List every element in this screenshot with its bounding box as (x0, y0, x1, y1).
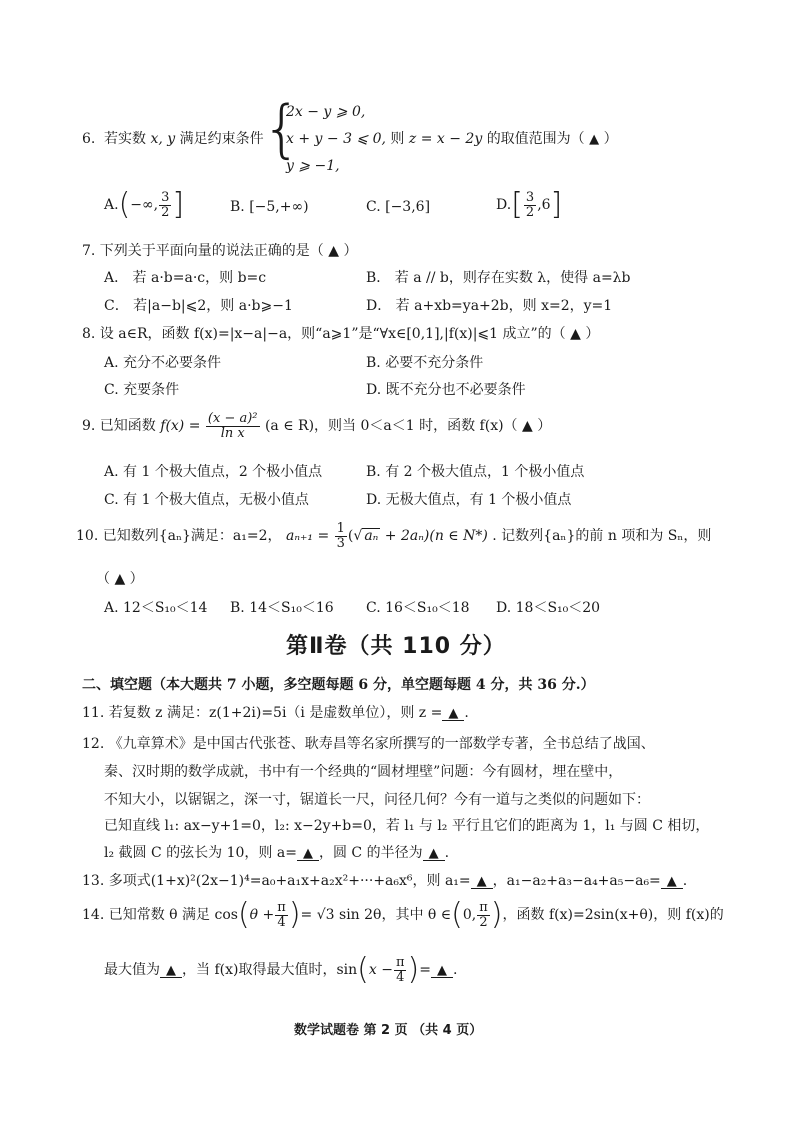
option-a-left: −∞, (130, 197, 159, 213)
q10-stem: 10. 已知数列{aₙ}满足：a₁=2， aₙ₊₁ = $\frac{1}{3}$ (√ aₙ + 2aₙ)(n ∈ N*) . 记数列{aₙ}的前 n 项和为 Sₙ，则 (76, 521, 712, 551)
q9-stem (82, 412, 551, 440)
q6-option-b (230, 200, 309, 214)
q6-stem-a: 若实数 (104, 131, 146, 147)
q9-fx: f(x) = (160, 418, 201, 435)
q12-line-3: 不知大小，以锯锯之，深一寸，锯道长一尺，问径几何？今有一道与之类似的问题如下： (104, 792, 650, 808)
section-title: 第Ⅱ卷（共 110 分） (286, 634, 506, 659)
sqrt-sign: √ aₙ (353, 528, 379, 545)
q13-blank-1: ▲ (471, 874, 493, 889)
q6-stem-b: 满足约束条件 (179, 131, 264, 147)
option-d-label: D. (496, 197, 512, 213)
q6-stem-part1 (104, 132, 264, 146)
q13: 13. 多项式(1+x)²(2x−1)⁴=a₀+a₁x+a₂x²+···+a₆x⁶，则 a₁= ▲ ，a₁−a₂+a₃−a₄+a₅−a₆= ▲ . (82, 873, 688, 889)
q6-vars: x, y (150, 131, 176, 147)
q9-option-c: C. 有 1 个极大值点，无极小值点 (104, 492, 309, 508)
q9-fraction: $\frac{\text{(x − a)²}}{\text{ln x}}$ (207, 411, 258, 441)
option-a-fraction: $\frac{3}{2}$ (161, 189, 170, 220)
q14-blank-2: ▲ (431, 963, 453, 978)
q7-stem: 7. 下列关于平面向量的说法正确的是（ ▲ ） (82, 243, 358, 259)
q9-option-d: D. 无极大值点，有 1 个极小值点 (366, 492, 572, 508)
q14-line-1: 14. 已知常数 θ 满足 cos(θ + $\frac{\pi}{4}$ )= √3 sin 2θ，其中 θ ∈(0, $\frac{\pi}{2}$ )，函数 f(x)=2sin(x+θ)，则 f(x)的 (82, 897, 724, 932)
q8-stem: 8. 设 a∈R，函数 f(x)=|x−a|−a，则“a⩾1”是“∀x∈[0,1],|f(x)|⩽1 成立”的（ ▲ ） (82, 326, 600, 342)
constraint-3: y ⩾ −1, (286, 158, 340, 174)
q10-stem-a: 10. 已知数列{aₙ}满足：a₁=2， (76, 528, 282, 545)
q14-blank-1: ▲ (160, 963, 182, 978)
q7-option-b: B． 若 a // b，则存在实数 λ，使得 a=λb (366, 270, 631, 286)
q6-option-d: D.[ $\frac{3}{2}$ ,6] (496, 187, 563, 222)
option-d-fraction: $\frac{3}{2}$ (525, 189, 535, 220)
q13-blank-2: ▲ (661, 874, 683, 889)
q8-option-d: D. 既不充分也不必要条件 (366, 382, 526, 398)
q12-line-1: 12. 《九章算术》是中国古代张苍、耿寿昌等名家所撰写的一部数学专著，全书总结了战国、 (82, 736, 655, 752)
q7-option-d: D． 若 a+xb=ya+2b，则 x=2，y=1 (366, 298, 613, 314)
page-footer: 数学试题卷 第 2 页 （共 4 页） (294, 1023, 483, 1038)
q6-option-c: C. [−3,6] (366, 199, 431, 215)
q9-option-b: B. 有 2 个极大值点，1 个极小值点 (366, 464, 585, 480)
option-a-label: A. (104, 197, 119, 213)
q9-stem-b: (a ∈ R)，则当 0＜a＜1 时，函数 f(x)（ ▲ ） (264, 418, 552, 435)
option-b-value: [−5,+∞) (249, 199, 309, 215)
q14-line-2: 最大值为 ▲ ，当 f(x)取得最大值时，sin(x − $\frac{\pi}{4}$ )= ▲ . (104, 952, 458, 987)
q12-blank-1: ▲ (297, 846, 319, 861)
q10-rec-rhs: + 2aₙ)(n ∈ N*) (380, 528, 488, 545)
q6-number: 6. (82, 131, 96, 147)
q10-option-a: A. 12＜S₁₀＜14 (104, 600, 208, 616)
answer-marker: ▲ (589, 132, 600, 147)
q11: 11. 若复数 z 满足：z(1+2i)=5i（i 是虚数单位），则 z = ▲ . (82, 705, 469, 721)
q9-option-a: A. 有 1 个极大值点，2 个极小值点 (104, 464, 323, 480)
q12-line-4: 已知直线 l₁: ax−y+1=0，l₂: x−2y+b=0，若 l₁ 与 l₂ 平行且它们的距离为 1，l₁ 与圆 C 相切， (104, 818, 710, 834)
q7-option-c: C． 若|a−b|⩽2，则 a·b⩾−1 (104, 298, 293, 314)
option-b-label: B. (230, 199, 245, 215)
q8-option-b: B. 必要不充分条件 (366, 355, 484, 371)
q6-stem-part2 (286, 132, 618, 146)
q11-blank: ▲ (442, 706, 464, 721)
q6-stem-d: 的取值范围为（ (486, 131, 585, 147)
constraint-1: 2x − y ⩾ 0, (286, 104, 366, 120)
q6-option-a: A.(−∞, $\frac{3}{2}$ ] (104, 187, 185, 222)
q9-stem-a: 9. 已知函数 (82, 418, 156, 435)
q12-blank-2: ▲ (423, 846, 445, 861)
option-d-right: ,6 (537, 197, 551, 213)
q12-line-2: 秦、汉时期的数学成就，书中有一个经典的“圆材埋壁”问题：今有圆材，埋在壁中， (104, 764, 623, 780)
q11-text: 11. 若复数 z 满足：z(1+2i)=5i（i 是虚数单位），则 z = (82, 705, 443, 721)
q10-fraction: $\frac{1}{3}$ (336, 521, 345, 551)
q6-z-expr: z = x − 2y (408, 131, 483, 147)
constraint-2: x + y − 3 ⩽ 0, (286, 131, 386, 147)
q12-line-5: l₂ 截圆 C 的弦长为 10，则 a= ▲ ，圆 C 的半径为 ▲ . (104, 845, 450, 861)
q8-option-a: A. 充分不必要条件 (104, 355, 222, 371)
q10-marker: （ ▲ ） (96, 571, 144, 587)
constraint-brace: { (262, 92, 302, 165)
q10-option-c: C. 16＜S₁₀＜18 (366, 600, 470, 616)
q10-option-b: B. 14＜S₁₀＜16 (230, 600, 334, 616)
q6-close: ） (603, 131, 618, 147)
q6-stem-c: 则 (390, 131, 405, 147)
q10-option-d: D. 18＜S₁₀＜20 (496, 600, 601, 616)
q10-rec-lhs: aₙ₊₁ = (285, 528, 330, 545)
q8-option-c: C. 充要条件 (104, 382, 180, 398)
q7-option-a: A． 若 a·b=a·c，则 b=c (104, 270, 267, 286)
q10-stem-b: . 记数列{aₙ}的前 n 项和为 Sₙ，则 (492, 528, 712, 545)
section-heading: 二、填空题（本大题共 7 小题，多空题每题 6 分，单空题每题 4 分，共 36 分.） (82, 677, 595, 693)
